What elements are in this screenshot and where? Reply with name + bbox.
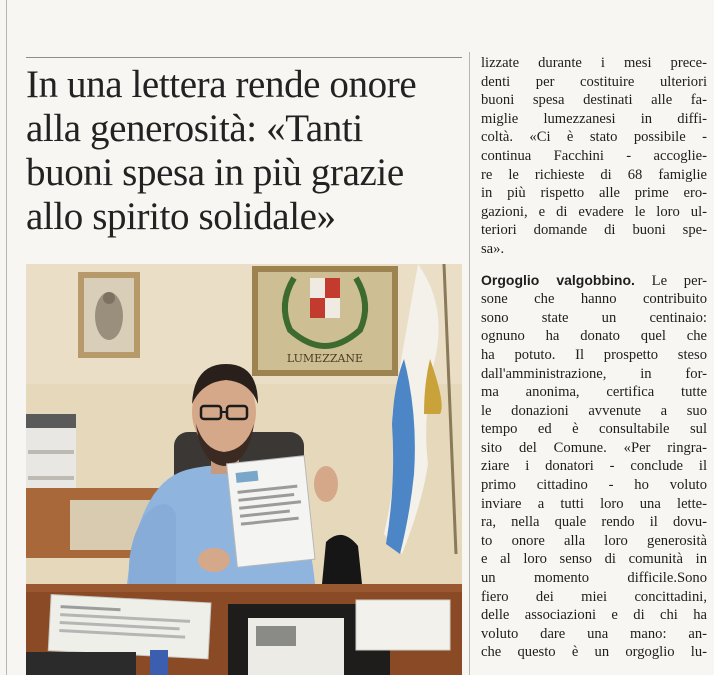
text-line: to onore alla loro generosità bbox=[481, 532, 707, 549]
text-line: in più rispetto alle prime ero- bbox=[481, 185, 707, 202]
paragraph-lead-line bbox=[481, 271, 707, 291]
text-line: coltà. «Ci è stato possibile - bbox=[481, 129, 707, 146]
text-line: e al loro senso di comunità in bbox=[481, 551, 707, 568]
top-rule bbox=[26, 57, 462, 58]
emblem-label: LUMEZZANE bbox=[286, 352, 364, 365]
text-line: re le richieste di 68 famiglie bbox=[481, 166, 707, 183]
section-lead: Orgoglio valgobbino. bbox=[481, 271, 635, 288]
text-line: miglie lumezzanesi in diffi- bbox=[481, 110, 707, 127]
text-line: ognuno ha donato quel che bbox=[481, 328, 707, 345]
text-line: ra, nella quale rendo il dovu- bbox=[481, 514, 707, 531]
headline-line: allo spirito solidale» bbox=[26, 195, 336, 238]
text-line: sono state un centinaio: bbox=[481, 309, 707, 326]
text-line: ha potuto. Il prospetto steso bbox=[481, 346, 707, 363]
text-line: tempo ed è consultabile sul bbox=[481, 421, 707, 438]
text-line: le donazioni avvenute a suo bbox=[481, 402, 707, 419]
text-line: ma anonima, certifica tutte bbox=[481, 384, 707, 401]
text-line: sone che hanno contribuito bbox=[481, 291, 707, 308]
text-line: che questo è un orgoglio lu- bbox=[481, 644, 707, 661]
text-line: denti per costituire ulteriori bbox=[481, 73, 707, 90]
text-line: continua Facchini - accoglie- bbox=[481, 147, 707, 164]
text-fragment: Le per- bbox=[634, 272, 708, 289]
text-line: lizzate durante i mesi prece- bbox=[481, 55, 707, 71]
left-column-rule bbox=[6, 0, 7, 675]
text-line: inviare a tutti loro una lette- bbox=[481, 495, 707, 512]
text-line: voluto dare una mano: an- bbox=[481, 625, 707, 642]
article-headline bbox=[26, 63, 462, 239]
text-line: ziare i donatori - conclude il bbox=[481, 458, 707, 475]
headline-line: In una lettera rende onore bbox=[26, 63, 417, 106]
article-column bbox=[481, 54, 707, 662]
text-line: teriori domande di buoni spe- bbox=[481, 222, 707, 239]
photo-illustration bbox=[26, 264, 462, 675]
text-line: dall'amministrazione, in for- bbox=[481, 365, 707, 382]
keyboard bbox=[26, 652, 136, 675]
text-line: fiero dei miei concittadini, bbox=[481, 588, 707, 605]
article-photo bbox=[26, 264, 462, 675]
headline-line: buoni spesa in più grazie bbox=[26, 151, 404, 194]
text-line: primo cittadino - ho voluto bbox=[481, 477, 707, 494]
text-line: sito del Comune. «Per ringra- bbox=[481, 439, 707, 456]
text-line: sa». bbox=[481, 240, 505, 257]
held-letter bbox=[227, 456, 315, 568]
text-line: un momento difficile.Sono bbox=[481, 570, 707, 587]
text-line: buoni spesa destinati alle fa- bbox=[481, 92, 707, 109]
text-line: delle associazioni e di chi ha bbox=[481, 607, 707, 624]
headline-line: alla generosità: «Tanti bbox=[26, 107, 363, 150]
text-line: gazioni, e di evadere le loro ul- bbox=[481, 203, 707, 220]
column-rule bbox=[469, 52, 470, 675]
